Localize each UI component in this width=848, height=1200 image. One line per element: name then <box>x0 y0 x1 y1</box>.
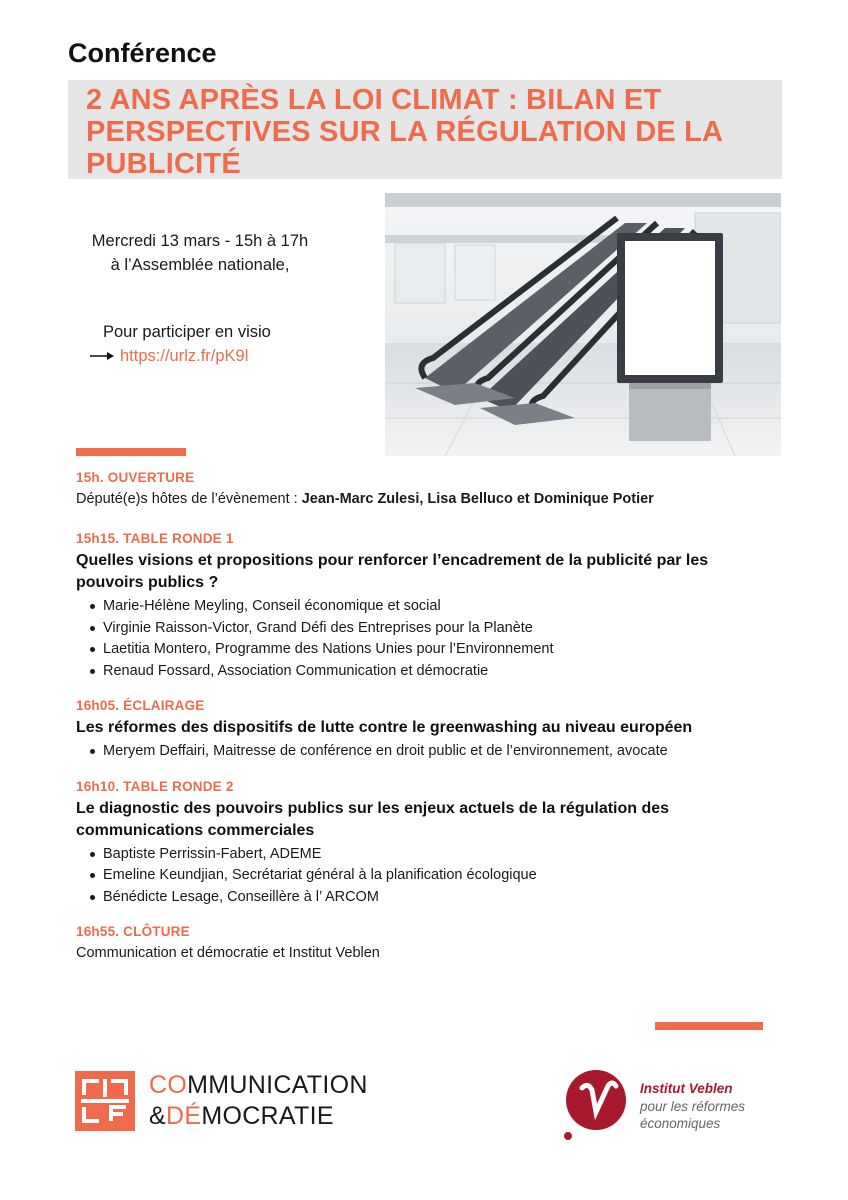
veblen-name: Institut Veblen <box>640 1081 733 1096</box>
cd-word1-rest: MMUNICATION <box>187 1071 368 1099</box>
event-date-time: Mercredi 13 mars - 15h à 17h <box>91 232 309 250</box>
veblen-subtitle-2: économiques <box>640 1116 721 1131</box>
round2-speakers <box>76 844 776 909</box>
title-line-3: PUBLICITÉ <box>86 148 241 180</box>
program-closing <box>76 924 776 963</box>
list-item: Meryem Deffairi, Maitresse de conférence en droit public et de l’environnement, avocate <box>90 741 776 763</box>
round1-heading: Quelles visions et propositions pour renforcer l’encadrement de la publicité par les pouvoirs publics ? <box>76 552 709 591</box>
hero-image-escalator-billboard <box>385 193 781 456</box>
list-item: Virginie Raisson-Victor, Grand Défi des Entreprises pour la Planète <box>90 618 776 640</box>
opening-intro: Député(e)s hôtes de l’évènement : <box>76 491 302 507</box>
cd-word2-accent: DÉ <box>165 1102 202 1130</box>
veblen-v-icon <box>562 1068 628 1144</box>
cd-monogram-icon <box>75 1071 135 1131</box>
visio-block <box>90 320 271 368</box>
insight-heading: Les réformes des dispositifs de lutte contre le greenwashing au niveau européen <box>76 719 693 736</box>
cd-word2-rest: MOCRATIE <box>201 1102 334 1130</box>
list-item: Laetitia Montero, Programme des Nations Unies pour l’Environnement <box>90 639 776 661</box>
event-info <box>84 229 316 277</box>
list-item: Emeline Keundjian, Secrétariat général à la planification écologique <box>90 865 776 887</box>
program-opening <box>76 470 776 509</box>
cd-word1-accent: CO <box>149 1071 188 1099</box>
list-item: Bénédicte Lesage, Conseillère à l’ ARCOM <box>90 887 776 909</box>
list-item: Baptiste Perrissin-Fabert, ADEME <box>90 844 776 866</box>
program-round-1 <box>76 531 776 682</box>
list-item: Renaud Fossard, Association Communication et démocratie <box>90 661 776 683</box>
round1-time: 15h15. TABLE RONDE 1 <box>76 531 234 546</box>
opening-hosts: Jean-Marc Zulesi, Lisa Belluco et Dominique Potier <box>301 491 654 507</box>
event-location: à l’Assemblée nationale, <box>110 256 290 274</box>
closing-desc: Communication et démocratie et Institut Veblen <box>76 945 380 961</box>
opening-time: 15h. OUVERTURE <box>76 470 195 485</box>
accent-divider-bottom <box>655 1022 763 1030</box>
cd-word2-pre: & <box>149 1102 166 1130</box>
document-kicker: Conférence <box>68 38 217 68</box>
list-item: Marie-Hélène Meyling, Conseil économique et social <box>90 596 776 618</box>
title-banner <box>68 80 782 179</box>
round1-speakers <box>76 596 776 682</box>
communication-democratie-logo <box>75 1070 368 1132</box>
insight-time: 16h05. ÉCLAIRAGE <box>76 698 205 713</box>
cd-wordmark <box>149 1070 368 1132</box>
arrow-right-icon <box>90 350 114 362</box>
visio-label: Pour participer en visio <box>103 323 271 341</box>
closing-time: 16h55. CLÔTURE <box>76 924 190 939</box>
opening-desc <box>76 489 776 509</box>
insight-speakers <box>76 741 776 763</box>
institut-veblen-logo <box>562 1068 745 1144</box>
program-schedule <box>76 470 776 963</box>
round2-heading: Le diagnostic des pouvoirs publics sur les enjeux actuels de la régulation des communications commerciales <box>76 799 670 839</box>
title-line-2: PERSPECTIVES SUR LA RÉGULATION DE LA <box>86 116 724 148</box>
visio-link[interactable]: https://urlz.fr/pK9l <box>120 347 249 365</box>
program-insight <box>76 698 776 763</box>
title-line-1: 2 ANS APRÈS LA LOI CLIMAT : BILAN ET <box>86 84 662 116</box>
veblen-subtitle-1: pour les réformes <box>640 1099 746 1114</box>
accent-divider-top <box>76 448 186 456</box>
program-round-2 <box>76 779 776 909</box>
round2-time: 16h10. TABLE RONDE 2 <box>76 778 234 794</box>
